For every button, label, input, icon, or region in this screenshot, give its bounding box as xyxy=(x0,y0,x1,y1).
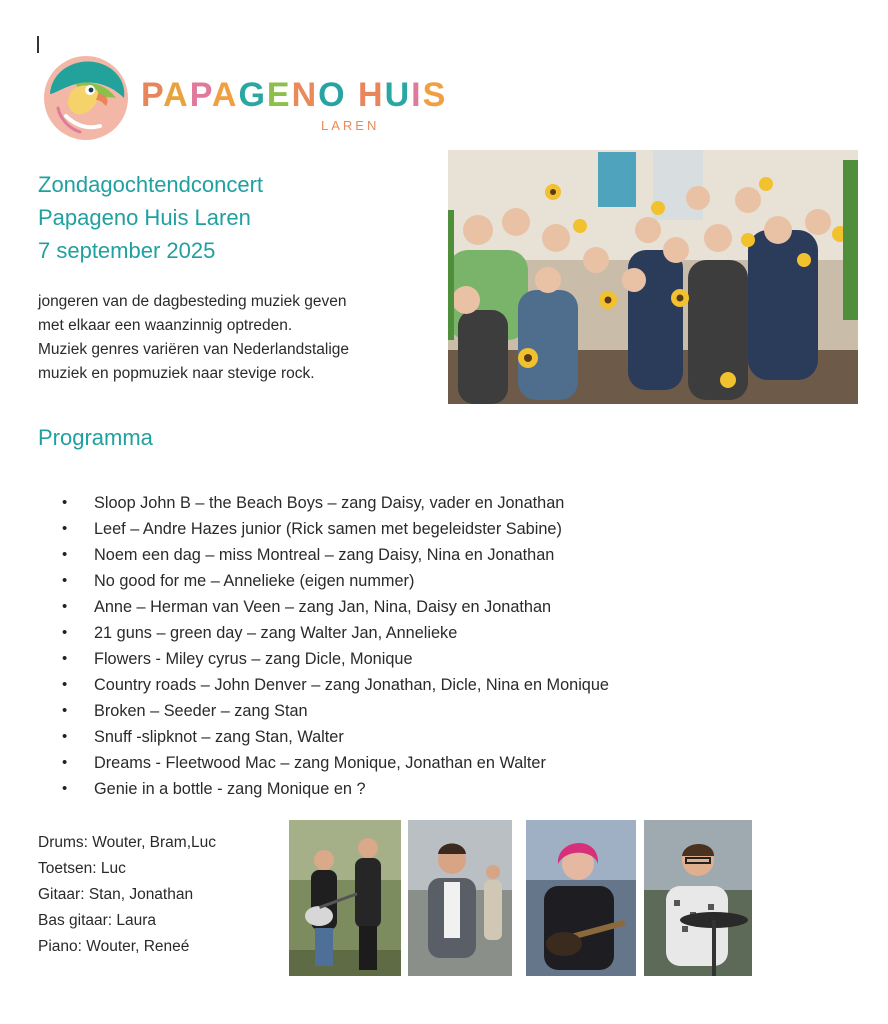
logo-letter: N xyxy=(291,76,319,114)
logo-letter: S xyxy=(422,76,448,114)
logo-letter: I xyxy=(411,76,423,114)
group-photo xyxy=(448,150,858,404)
logo-wordmark xyxy=(141,76,447,115)
list-item: • Dreams - Fleetwood Mac – zang Monique, Jonathan en Walter xyxy=(62,750,609,776)
musician-line: Toetsen: Luc xyxy=(38,860,126,877)
list-item: • Noem een dag – miss Montreal – zang Daisy, Nina en Jonathan xyxy=(62,542,609,568)
list-item: • Country roads – John Denver – zang Jonathan, Dicle, Nina en Monique xyxy=(62,672,609,698)
singer-photo xyxy=(408,820,512,976)
list-item: • Genie in a bottle - zang Monique en ? xyxy=(62,776,609,802)
intro-line: jongeren van de dagbesteding muziek geven xyxy=(38,293,347,310)
logo-letter xyxy=(347,76,358,114)
program-list xyxy=(62,490,609,802)
list-item: • Leef – Andre Hazes junior (Rick samen met begeleidster Sabine) xyxy=(62,516,609,542)
title-line: Papageno Huis Laren xyxy=(38,205,251,230)
title-line: Zondagochtendconcert xyxy=(38,172,264,197)
list-item: • Snuff -slipknot – zang Stan, Walter xyxy=(62,724,609,750)
list-item: • 21 guns – green day – zang Walter Jan, Annelieke xyxy=(62,620,609,646)
logo-letter: A xyxy=(163,76,190,114)
list-item: • Anne – Herman van Veen – zang Jan, Nina, Daisy en Jonathan xyxy=(62,594,609,620)
logo-letter: E xyxy=(266,76,292,114)
bassist-photo xyxy=(526,820,636,976)
intro-line: Muziek genres variëren van Nederlandstalige xyxy=(38,341,350,358)
parrot-logo-icon xyxy=(40,54,132,142)
list-item: • Sloop John B – the Beach Boys – zang Daisy, vader en Jonathan xyxy=(62,490,609,516)
logo-letter: H xyxy=(358,76,385,114)
title-line: 7 september 2025 xyxy=(38,238,216,263)
guitarists-photo xyxy=(289,820,401,976)
list-item: • No good for me – Annelieke (eigen nummer) xyxy=(62,568,609,594)
list-item: • Broken – Seeder – zang Stan xyxy=(62,698,609,724)
text-cursor xyxy=(37,36,39,53)
drummer-photo xyxy=(644,820,752,976)
logo-letter: G xyxy=(238,76,267,114)
musician-line: Piano: Wouter, Reneé xyxy=(38,938,190,955)
logo-letter: U xyxy=(384,76,412,114)
musicians-list xyxy=(38,830,216,960)
intro-paragraph xyxy=(38,290,438,386)
logo-letter: A xyxy=(211,76,239,114)
musician-line: Bas gitaar: Laura xyxy=(38,912,157,929)
program-heading: Programma xyxy=(38,425,153,450)
concert-title xyxy=(38,168,263,267)
logo-letter: P xyxy=(141,76,164,114)
logo-letter: O xyxy=(318,76,347,114)
musician-line: Drums: Wouter, Bram,Luc xyxy=(38,834,217,851)
intro-line: muziek en popmuziek naar stevige rock. xyxy=(38,365,315,382)
intro-line: met elkaar een waanzinnig optreden. xyxy=(38,317,293,334)
list-item: • Flowers - Miley cyrus – zang Dicle, Monique xyxy=(62,646,609,672)
musician-line: Gitaar: Stan, Jonathan xyxy=(38,886,194,903)
papageno-huis-logo xyxy=(40,52,448,144)
logo-letter: P xyxy=(189,76,212,114)
logo-subtitle: LAREN xyxy=(321,118,380,133)
